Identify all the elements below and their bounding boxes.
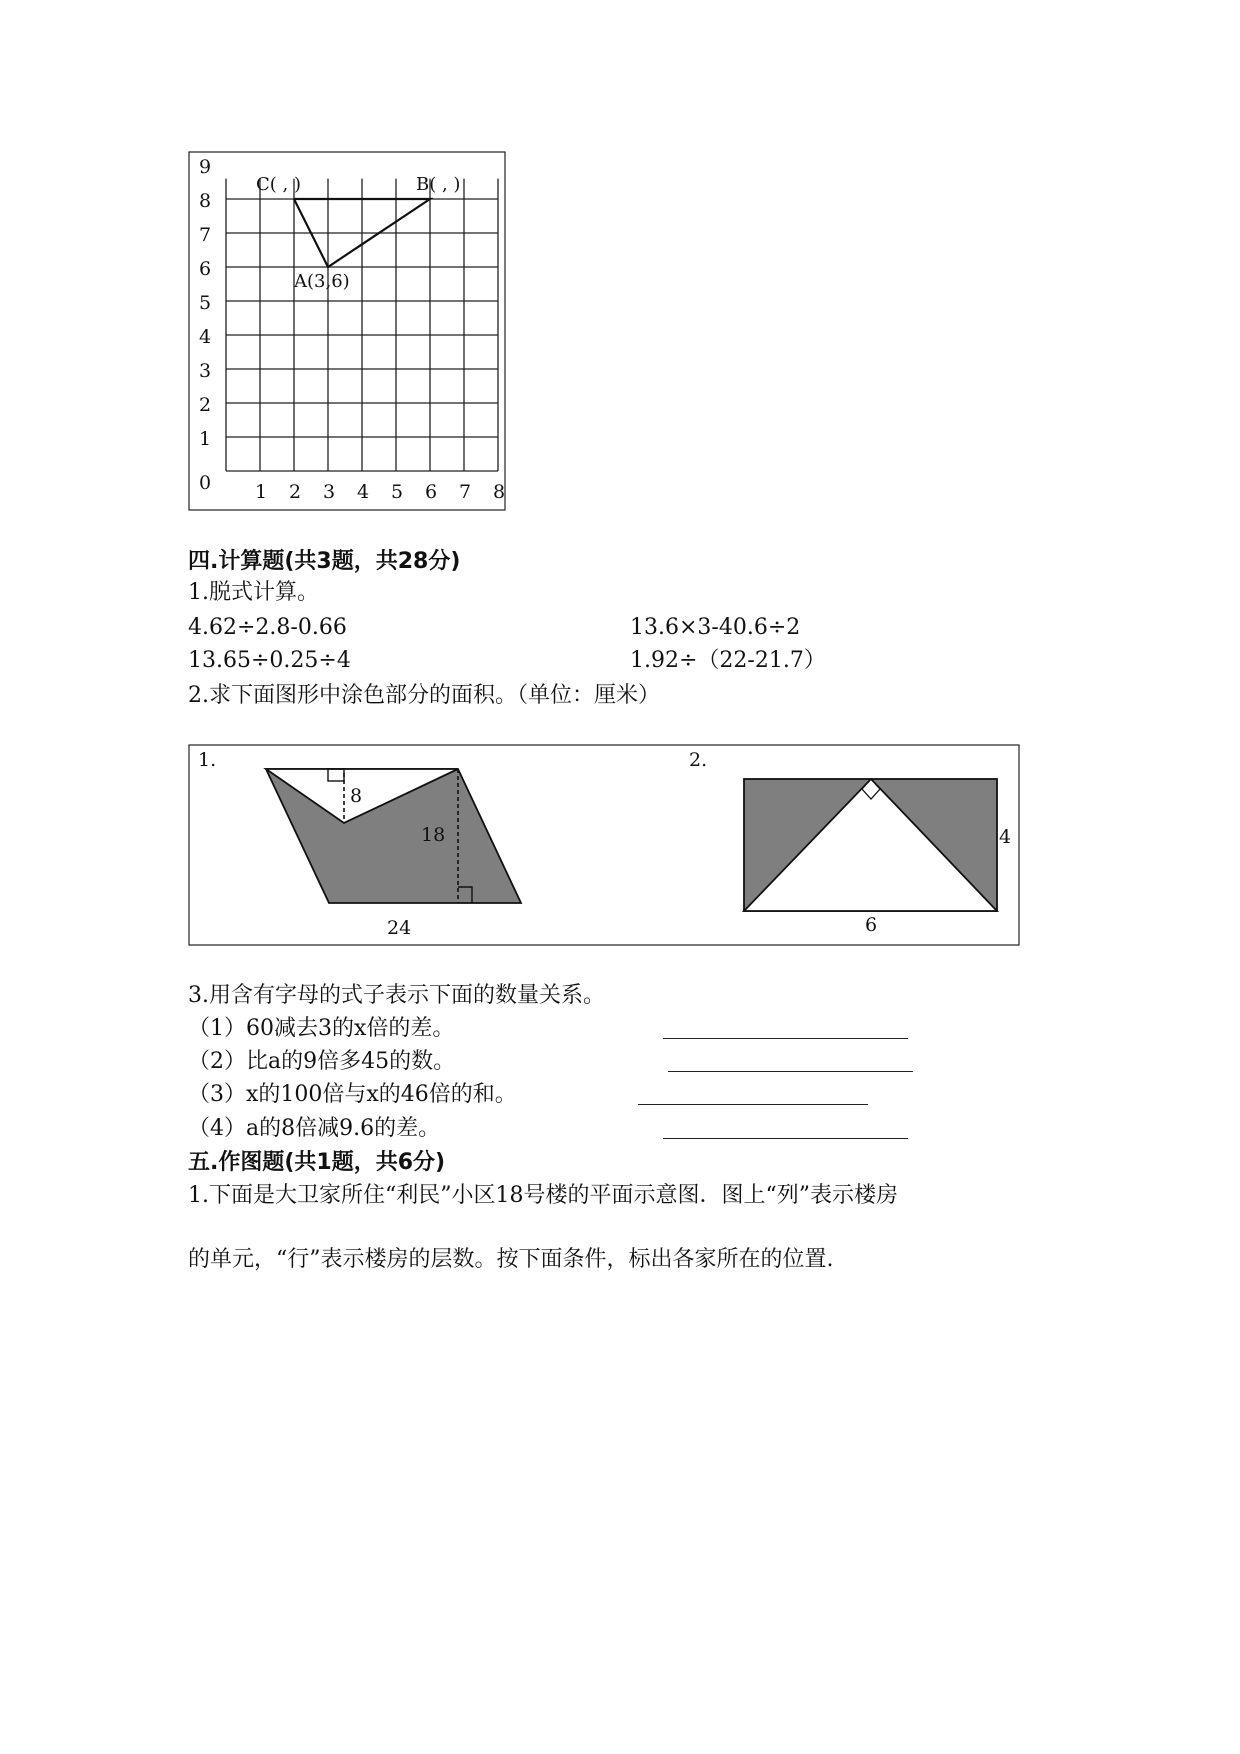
answer-blank-2[interactable] [668, 1071, 913, 1072]
q3-item-1: （1）60减去3的x倍的差。 [188, 1016, 455, 1041]
y-tick-label: 5 [199, 292, 212, 314]
figure-1-label-24: 24 [387, 917, 412, 939]
expr-3: 13.65÷0.25÷4 [188, 648, 351, 673]
shaded-area-figures [188, 744, 1020, 946]
x-tick-label: 7 [459, 481, 472, 503]
figure-2-index: 2. [689, 749, 708, 771]
y-tick-label: 7 [199, 224, 212, 246]
y-tick-label: 2 [199, 394, 212, 416]
shaded-area-svg [188, 744, 1020, 946]
point-b-label: B( , ) [416, 174, 461, 195]
figure-1-label-8: 8 [350, 785, 363, 807]
x-tick-label: 3 [323, 481, 336, 503]
answer-blank-3[interactable] [638, 1104, 868, 1105]
x-tick-label: 1 [255, 481, 268, 503]
s5-q1-line1: 1.下面是大卫家所住“利民”小区18号楼的平面示意图．图上“列”表示楼房 [188, 1183, 898, 1208]
figure-1-label-18: 18 [421, 824, 446, 846]
answer-blank-1[interactable] [663, 1038, 908, 1039]
coordinate-grid-svg [188, 151, 506, 511]
x-tick-label: 6 [425, 481, 438, 503]
q3-text: 3.用含有字母的式子表示下面的数量关系。 [188, 983, 605, 1008]
figure-1-index: 1. [198, 749, 217, 771]
point-c-label: C( , ) [256, 174, 301, 195]
x-tick-label: 2 [289, 481, 302, 503]
section5-heading: 五.作图题(共1题，共6分) [188, 1150, 446, 1175]
answer-blank-4[interactable] [663, 1138, 908, 1139]
s5-q1-line2: 的单元，“行”表示楼房的层数。按下面条件，标出各家所在的位置. [188, 1247, 834, 1272]
y-tick-label: 9 [199, 156, 212, 178]
q3-item-4: （4）a的8倍减9.6的差。 [188, 1116, 441, 1141]
x-tick-label: 8 [493, 481, 506, 503]
q2-text: 2.求下面图形中涂色部分的面积。（单位：厘米） [188, 683, 660, 708]
q1-text: 1.脱式计算。 [188, 580, 319, 605]
figure-2-rectangle [744, 779, 997, 911]
expr-2: 13.6×3-40.6÷2 [630, 615, 801, 640]
y-tick-label: 8 [199, 190, 212, 212]
x-tick-label: 5 [391, 481, 404, 503]
coordinate-grid-figure [188, 151, 506, 511]
expr-4: 1.92÷（22-21.7） [630, 648, 826, 673]
x-tick-label: 4 [357, 481, 370, 503]
q3-item-2: （2）比a的9倍多45的数。 [188, 1049, 456, 1074]
y-tick-label: 3 [199, 360, 212, 382]
figure-2-label-4: 4 [999, 826, 1012, 848]
expr-1: 4.62÷2.8-0.66 [188, 615, 347, 640]
y-tick-label: 0 [199, 472, 212, 494]
q3-item-3: （3）x的100倍与x的46倍的和。 [188, 1082, 517, 1107]
y-tick-label: 6 [199, 258, 212, 280]
figure-2-label-6: 6 [865, 914, 878, 936]
y-tick-label: 4 [199, 326, 212, 348]
section4-heading: 四.计算题(共3题，共28分) [188, 549, 461, 574]
y-tick-label: 1 [199, 428, 212, 450]
point-a-label: A(3,6) [294, 271, 350, 292]
